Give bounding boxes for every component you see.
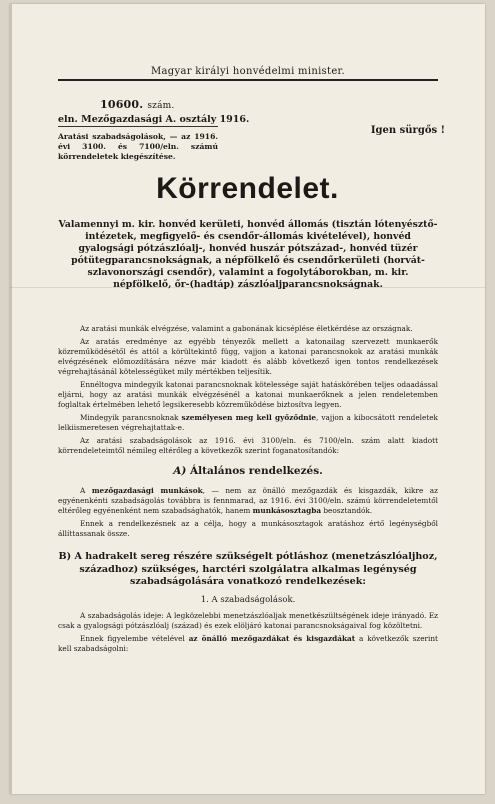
body-emphasis: mezőgazdasági munkások bbox=[91, 486, 203, 495]
section-a-title: Általános rendelkezés. bbox=[189, 465, 323, 477]
section-a-heading bbox=[58, 466, 438, 476]
body-paragraph: Az aratás eredménye az egyébb tényezők mellett a katonailag szervezett munkaerők közreműködésétől és attól a körültekintő függ, vajjon a katonai parancsnokok az aratási munkák elvégzésének előmozdítására nézve már kiadott és alább következő igen tontos rendelkezések végrehajtásánál kötelességüket mily mértékben teljesítik. bbox=[58, 337, 438, 376]
subsection-heading: 1. A szabadságolások. bbox=[200, 594, 296, 605]
reference-rule bbox=[58, 126, 218, 127]
document-page bbox=[10, 4, 485, 794]
reference-department: eln. Mezőgazdasági A. osztály 1916. bbox=[58, 114, 250, 125]
addressees-block: Valamennyi m. kir. honvéd kerületi, honvéd állomás (tisztán lótenyésztő-intézetek, megfigyelő- és csendőr-állomás kivételével), honvéd gyalogsági pótzászlóalj-, honvéd huszár pótszázad-, honvéd tüzér pótütegparancsnokságnak, a népfölkelő és csendőrkerületi (horvát-szlavonországi csendőr), valamint a fogolytáborokban, m. kir. népfölkelő, őr-(hadtáp) zászlóaljparancsnokságnak. bbox=[58, 219, 438, 290]
body-paragraph: Az aratási szabadságolások az 1916. évi 3100/eln. és 7100/eln. szám alatt kiadott körrendeleteimtől némileg eltérőleg a következők szerint foganatosítandók: bbox=[58, 436, 438, 455]
body-emphasis: az önálló mezőgazdákat és kisgazdákat bbox=[188, 633, 356, 643]
body-text: , vajjon a kibocsátott rendeletek lelkiismeretesen végrehajtattak-e. bbox=[58, 413, 438, 432]
body-paragraph bbox=[58, 486, 438, 516]
section-a-letter: A) bbox=[173, 465, 187, 477]
ministry-header: Magyar királyi honvédelmi minister. bbox=[151, 66, 345, 77]
body-paragraph: Az aratási munkák elvégzése, valamint a gabonának kicséplése életkérdése az országnak. bbox=[80, 324, 413, 333]
body-emphasis: munkásosztagba bbox=[252, 506, 322, 515]
body-text: , — nem az önálló mezőgazdák és kisgazdák, kikre az egyénenkénti szabadságolás továbbra is fennmarad, az 1916. évi 3100/eln. számú körrendeletemtől eltérőleg egyénenként nem szabadsághatók, hanem bbox=[58, 486, 439, 515]
header-rule bbox=[58, 79, 438, 81]
reference-number bbox=[100, 98, 174, 111]
document-body bbox=[58, 324, 438, 654]
body-text: Mindegyik parancsnoknak bbox=[80, 413, 182, 422]
body-text: a következők szerint kell szabadságolni: bbox=[58, 633, 438, 653]
section-b-letter: B) bbox=[58, 551, 72, 562]
body-paragraph: Ennéltogva mindegyik katonai parancsnoknak kötelessége saját hatáskörében teljes odaadással eljárni, hogy az aratási munkák elvégzésénél a katonai munkaerőknek a jelen rendeletemben foglaltak értelmében lehető legsikeresebb közreműködése biztosítva legyen. bbox=[58, 380, 438, 409]
body-text: A bbox=[80, 486, 92, 495]
body-paragraph bbox=[58, 413, 438, 433]
body-emphasis: személyesen meg kell győződnie bbox=[181, 413, 317, 422]
body-paragraph: A szabadságolás ideje: A legközelebbi menetzászlóaljak menetkészültségének ideje irányadó. Ez csak a gyalogsági pótzászlóalj (század) és ezek elöljáró katonai parancsnokságaival fog közöltetni. bbox=[58, 610, 438, 630]
page-edge-shadow bbox=[10, 4, 12, 794]
body-paragraph bbox=[58, 634, 438, 654]
reference-number-suffix: szám. bbox=[147, 101, 175, 111]
body-paragraph: Ennek a rendelkezésnek az a célja, hogy a munkásosztagok aratáshoz értő legénységből állíttassanak össze. bbox=[58, 519, 438, 538]
section-b-heading bbox=[58, 551, 438, 589]
subject-line: Aratási szabadságolások, — az 1916. évi 3100. és 7100/eln. számú körrendeletek kiegészítése. bbox=[58, 132, 218, 161]
body-text: Ennek figyelembe vételével bbox=[80, 633, 189, 643]
reference-number-value: 10600. bbox=[100, 98, 144, 111]
urgency-note: Igen sürgős ! bbox=[370, 125, 445, 136]
section-b-title: A hadrakelt sereg részére szükségelt pótláshoz (menetzászlóaljhoz, századhoz) szükséges, harctéri szolgálatra alkalmas legénység szabadságolására vonatkozó rendelkezések: bbox=[74, 551, 438, 587]
document-title: Körrendelet. bbox=[156, 172, 339, 205]
body-text: beosztandók. bbox=[321, 506, 373, 515]
